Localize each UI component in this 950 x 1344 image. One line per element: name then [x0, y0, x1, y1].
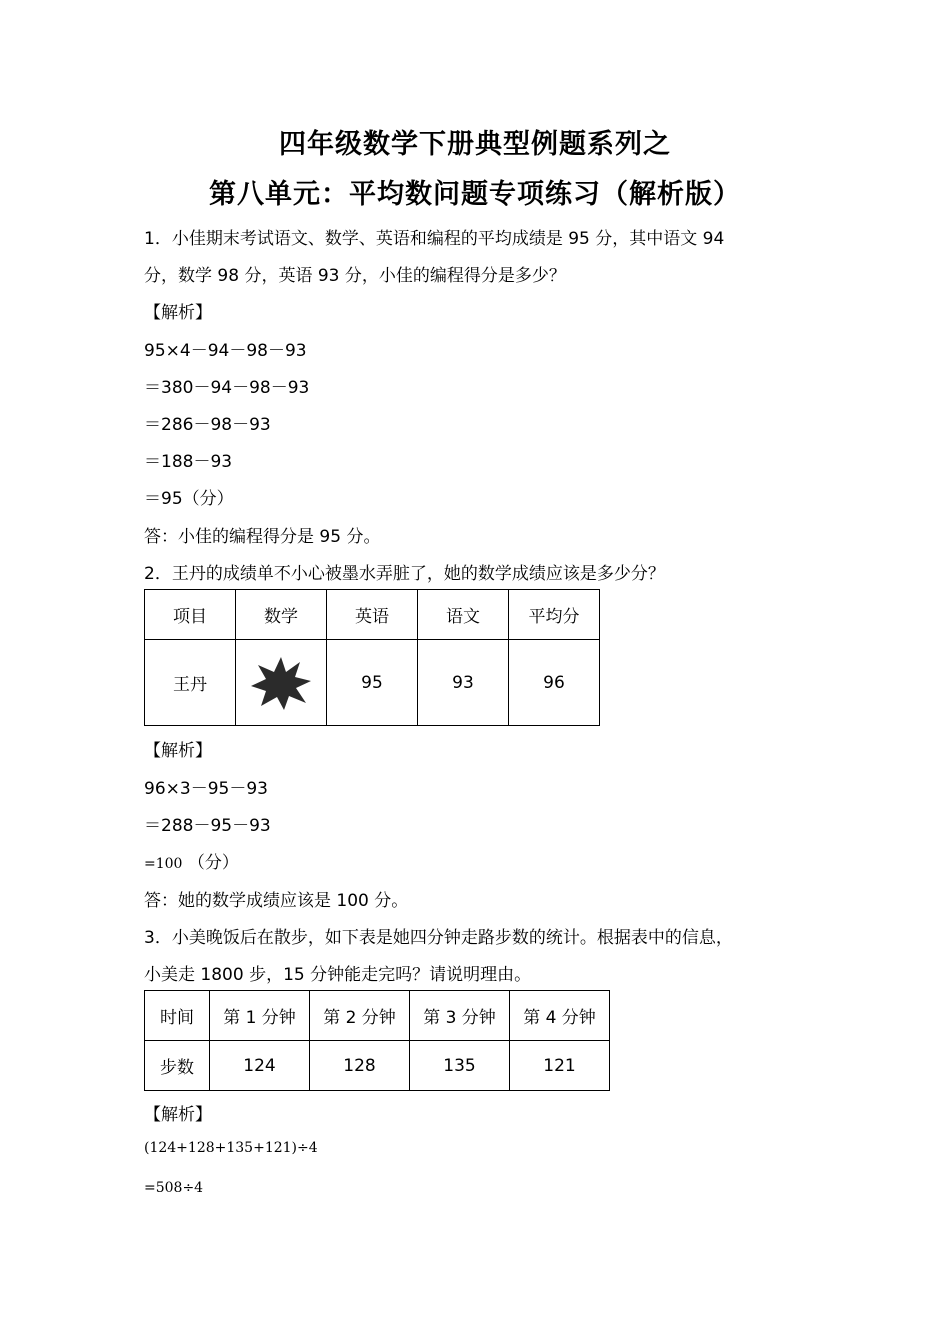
q3-data-cell: 步数: [145, 1041, 210, 1091]
q2-answer: 答：她的数学成绩应该是 100 分。: [144, 891, 409, 911]
q1-answer: 答：小佳的编程得分是 95 分。: [144, 527, 381, 547]
q2-ink-cell: [236, 640, 327, 726]
q3-step-1: (124+128+135+121)÷4: [144, 1140, 318, 1156]
q3-data-cell: 128: [310, 1041, 410, 1091]
q2-header-cell: 项目: [145, 590, 236, 640]
q3-header-row: [145, 991, 610, 1041]
q3-header-cell: 第 2 分钟: [310, 991, 410, 1041]
q2-step-3: [144, 848, 239, 873]
q2-data-cell: 93: [418, 640, 509, 726]
q3-steps-table: [144, 990, 610, 1091]
title-line-2: 第八单元：平均数问题专项练习（解析版）: [209, 179, 741, 210]
q1-step-4: ＝188－93: [144, 452, 233, 472]
q1-step-3: ＝286－98－93: [144, 415, 271, 435]
q2-analysis-label: 【解析】: [144, 741, 212, 761]
q2-data-cell: 王丹: [145, 640, 236, 726]
q2-data-cell: 96: [509, 640, 600, 726]
q3-header-cell: 时间: [145, 991, 210, 1041]
q1-text-line-2: 分，数学 98 分，英语 93 分，小佳的编程得分是多少？: [144, 266, 566, 286]
q1-step-5: ＝95（分）: [144, 489, 234, 509]
q2-header-cell: 平均分: [509, 590, 600, 640]
q2-header-cell: 语文: [418, 590, 509, 640]
q3-step-2: =508÷4: [144, 1180, 204, 1196]
q2-step-2: ＝288－95－93: [144, 816, 271, 836]
q1-step-1: 95×4－94－98－93: [144, 341, 307, 361]
q2-data-cell: 95: [327, 640, 418, 726]
q2-step-1: 96×3－95－93: [144, 779, 268, 799]
q2-data-row: [145, 640, 600, 726]
q3-header-cell: 第 1 分钟: [210, 991, 310, 1041]
q2-step-3-unit: （分）: [187, 853, 239, 873]
ink-blot-icon: [249, 655, 313, 711]
q2-step-3-value: =100: [144, 856, 183, 872]
q3-data-cell: 121: [510, 1041, 610, 1091]
q3-data-row: [145, 1041, 610, 1091]
q2-text: 2．王丹的成绩单不小心被墨水弄脏了，她的数学成绩应该是多少分？: [144, 564, 665, 584]
q1-text-line-1: 1．小佳期末考试语文、数学、英语和编程的平均成绩是 95 分，其中语文 94: [144, 229, 725, 249]
q3-analysis-label: 【解析】: [144, 1105, 212, 1125]
q2-header-cell: 英语: [327, 590, 418, 640]
q2-score-table: [144, 589, 600, 726]
q3-data-cell: 135: [410, 1041, 510, 1091]
title-line-1: 四年级数学下册典型例题系列之: [279, 129, 671, 160]
q1-analysis-label: 【解析】: [144, 303, 212, 323]
q2-header-cell: 数学: [236, 590, 327, 640]
q1-step-2: ＝380－94－98－93: [144, 378, 310, 398]
q3-header-cell: 第 3 分钟: [410, 991, 510, 1041]
q3-text-line-2: 小美走 1800 步，15 分钟能走完吗？请说明理由。: [144, 965, 532, 985]
q2-header-row: [145, 590, 600, 640]
q3-header-cell: 第 4 分钟: [510, 991, 610, 1041]
q3-text-line-1: 3．小美晚饭后在散步，如下表是她四分钟走路步数的统计。根据表中的信息，: [144, 928, 733, 948]
q3-data-cell: 124: [210, 1041, 310, 1091]
